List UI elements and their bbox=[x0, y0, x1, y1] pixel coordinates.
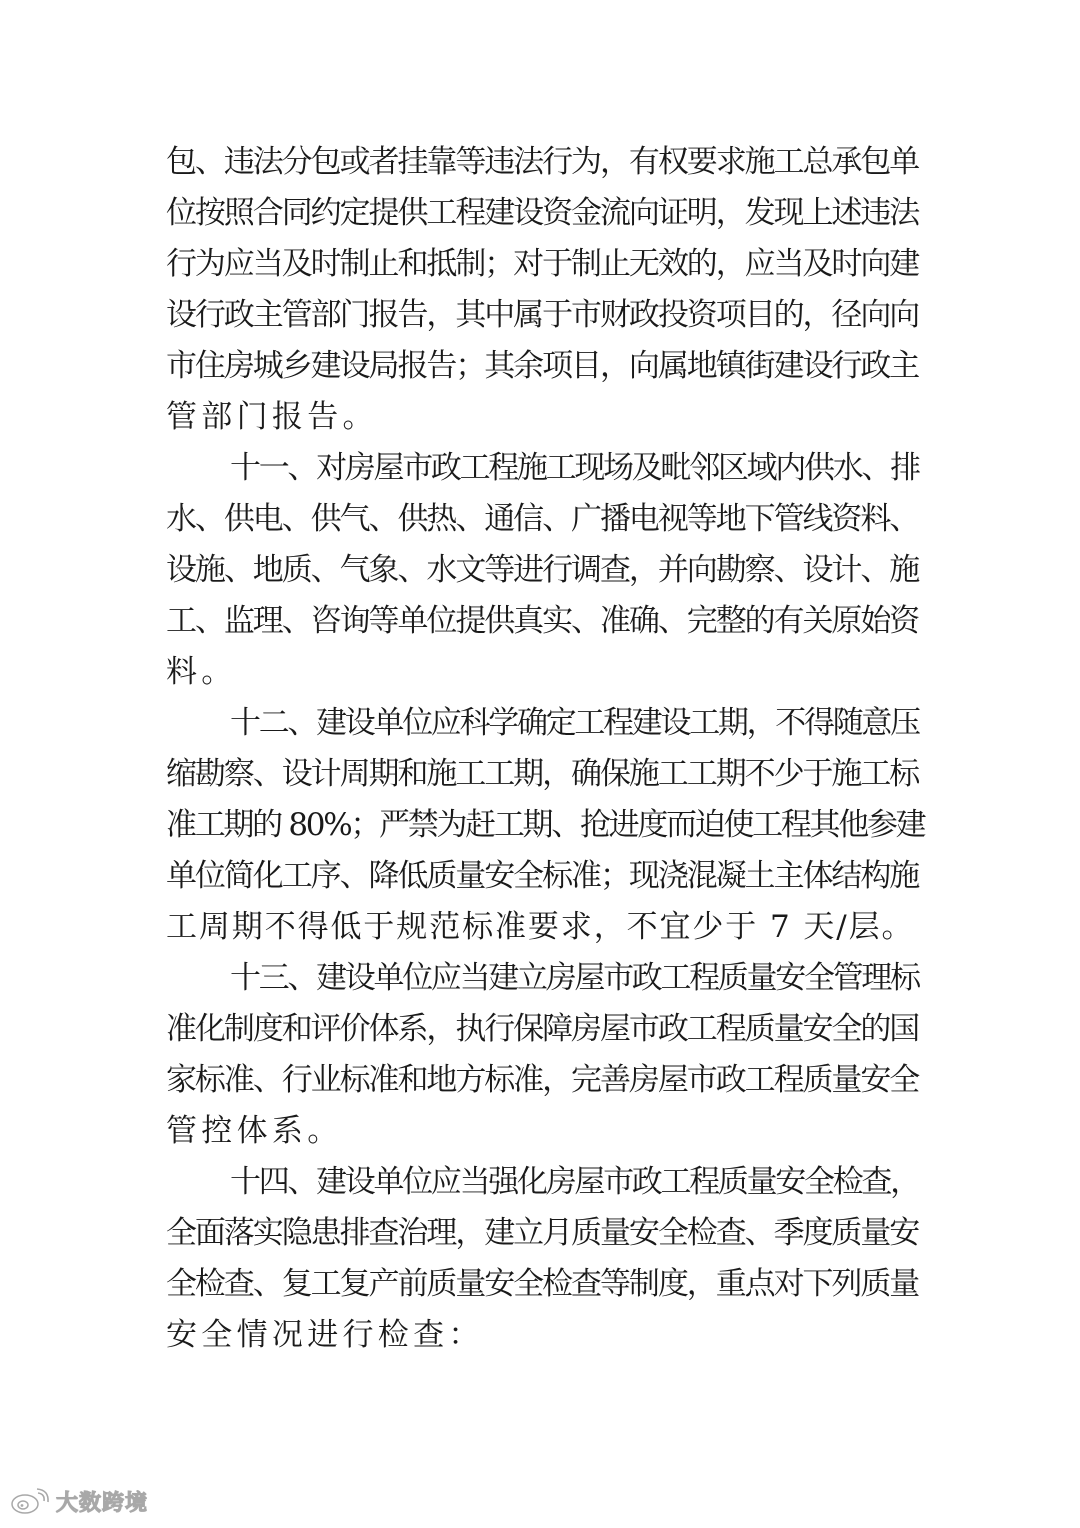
text-line: 全检查、复工复产前质量安全检查等制度，重点对下列质量 bbox=[166, 1266, 918, 1302]
text-line: 准工期的 80%；严禁为赶工期、抢进度而迫使工程其他参建 bbox=[166, 807, 925, 843]
text-line: 市住房城乡建设局报告；其余项目，向属地镇街建设行政主 bbox=[166, 348, 918, 384]
text-line: 全面落实隐患排查治理，建立月质量安全检查、季度质量安 bbox=[166, 1215, 918, 1251]
text-line: 水、供电、供气、供热、通信、广播电视等地下管线资料、 bbox=[166, 501, 918, 537]
paragraph-first-line: 十四、建设单位应当强化房屋市政工程质量安全检查， bbox=[230, 1164, 919, 1200]
paragraph-first-line: 十一、对房屋市政工程施工现场及毗邻区域内供水、排 bbox=[230, 450, 919, 486]
text-line: 单位简化工序、降低质量安全标准；现浇混凝土主体结构施 bbox=[166, 858, 918, 894]
text-line: 工周期不得低于规范标准要求，不宜少于 7 天/层。 bbox=[166, 909, 915, 945]
text-line: 管控体系。 bbox=[166, 1113, 343, 1149]
weibo-logo-icon bbox=[8, 1487, 50, 1515]
text-line: 设行政主管部门报告，其中属于市财政投资项目的，径向向 bbox=[166, 297, 918, 333]
text-line: 设施、地质、气象、水文等进行调查，并向勘察、设计、施 bbox=[166, 552, 918, 588]
text-line: 工、监理、咨询等单位提供真实、准确、完整的有关原始资 bbox=[166, 603, 918, 639]
text-line: 管部门报告。 bbox=[166, 399, 378, 435]
text-line: 准化制度和评价体系，执行保障房屋市政工程质量安全的国 bbox=[166, 1011, 918, 1047]
paragraph-first-line: 十三、建设单位应当建立房屋市政工程质量安全管理标 bbox=[230, 960, 919, 996]
text-line: 料。 bbox=[166, 654, 237, 690]
text-line: 缩勘察、设计周期和施工工期，确保施工工期不少于施工标 bbox=[166, 756, 918, 792]
watermark-text: 大数跨境 bbox=[56, 1490, 149, 1516]
text-line: 行为应当及时制止和抵制；对于制止无效的，应当及时向建 bbox=[166, 246, 918, 282]
text-line: 家标准、行业标准和地方标准，完善房屋市政工程质量安全 bbox=[166, 1062, 918, 1098]
watermark bbox=[8, 1484, 148, 1518]
text-line: 安全情况进行检查： bbox=[166, 1317, 484, 1353]
text-line: 包、违法分包或者挂靠等违法行为，有权要求施工总承包单 bbox=[166, 144, 918, 180]
paragraph-first-line: 十二、建设单位应科学确定工程建设工期，不得随意压 bbox=[230, 705, 919, 741]
text-line: 位按照合同约定提供工程建设资金流向证明，发现上述违法 bbox=[166, 195, 918, 231]
